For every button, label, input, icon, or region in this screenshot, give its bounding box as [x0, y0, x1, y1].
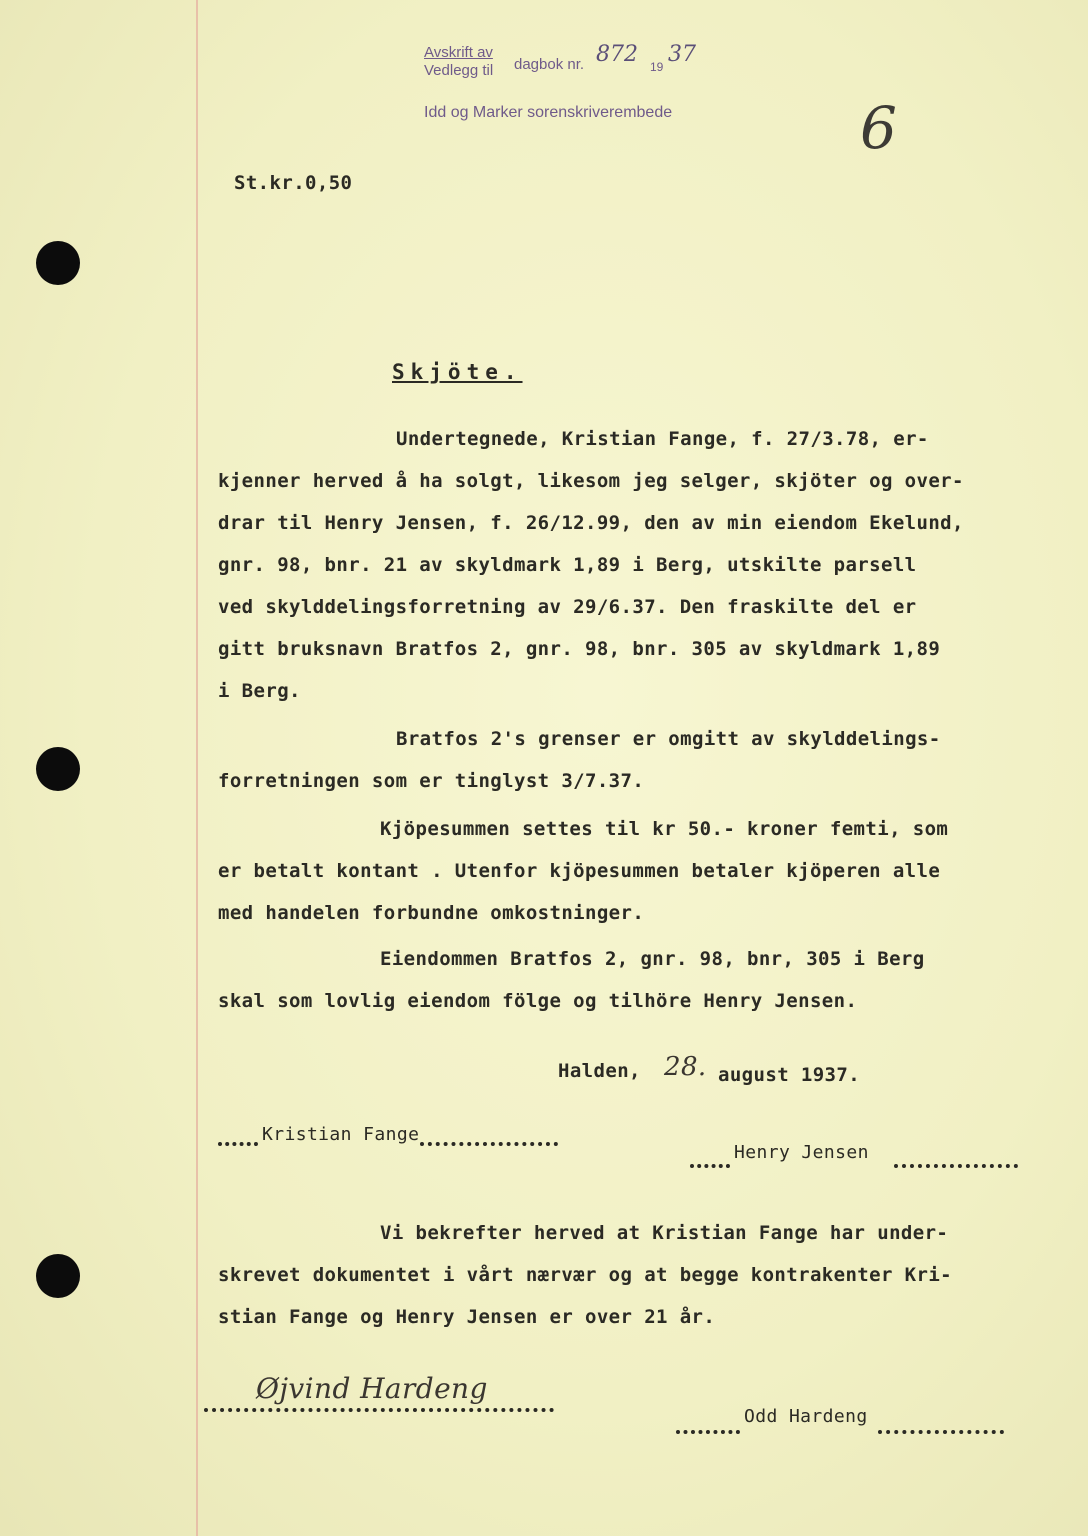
witness-line: Vi bekrefter herved at Kristian Fange har under-	[380, 1222, 949, 1244]
registry-stamp	[424, 44, 764, 124]
paragraph-line: er betalt kontant . Utenfor kjöpesummen betaler kjöperen alle	[218, 860, 941, 882]
margin-line	[196, 0, 198, 1536]
paragraph-line: Undertegnede, Kristian Fange, f. 27/3.78, er-	[396, 428, 929, 450]
stamp-line-vedlegg: Vedlegg til	[424, 62, 494, 79]
paragraph-line: gitt bruksnavn Bratfos 2, gnr. 98, bnr. 305 av skyldmark 1,89	[218, 638, 941, 660]
paragraph-line: Eiendommen Bratfos 2, gnr. 98, bnr, 305 i Berg	[380, 948, 925, 970]
punch-hole-bottom	[36, 1254, 80, 1298]
paragraph-line: i Berg.	[218, 680, 301, 702]
signature-line-buyer-tail	[894, 1164, 1018, 1168]
fee-stamp-text: St.kr.0,50	[234, 172, 353, 194]
stamp-office: Idd og Marker sorenskriverembede	[424, 104, 673, 121]
signature-line-buyer	[690, 1164, 730, 1168]
witness2-signature: Odd Hardeng	[744, 1406, 868, 1427]
witness1-signature: Øjvind Hardeng	[256, 1372, 488, 1405]
stamp-year-prefix: 19	[650, 60, 664, 74]
date-day: 28.	[664, 1052, 707, 1082]
paragraph-line: forretningen som er tinglyst 3/7.37.	[218, 770, 645, 792]
date-month-year: august 1937.	[718, 1064, 861, 1086]
paragraph-line: drar til Henry Jensen, f. 26/12.99, den av min eiendom Ekelund,	[218, 512, 964, 534]
paragraph-line: Kjöpesummen settes til kr 50.- kroner femti, som	[380, 818, 949, 840]
place: Halden,	[558, 1060, 641, 1082]
stamp-line-avskrift: Avskrift av	[424, 44, 493, 61]
signature-seller: Kristian Fange	[262, 1124, 420, 1145]
stamp-year: 37	[668, 42, 696, 67]
witness1-dotted-line	[204, 1408, 554, 1412]
witness2-dotted-line-tail	[878, 1430, 1004, 1434]
document-title: Skjöte.	[392, 360, 523, 384]
paragraph-line: ved skylddelingsforretning av 29/6.37. Den fraskilte del er	[218, 596, 917, 618]
paragraph-line: Bratfos 2's grenser er omgitt av skylddelings-	[396, 728, 941, 750]
signature-line-seller-tail	[420, 1142, 558, 1146]
witness-line: stian Fange og Henry Jensen er over 21 år.	[218, 1306, 716, 1328]
paragraph-line: gnr. 98, bnr. 21 av skyldmark 1,89 i Berg, utskilte parsell	[218, 554, 917, 576]
paragraph-line: skal som lovlig eiendom fölge og tilhöre Henry Jensen.	[218, 990, 858, 1012]
punch-hole-middle	[36, 747, 80, 791]
punch-hole-top	[36, 241, 80, 285]
stamp-dagbok-number: 872	[596, 42, 638, 67]
paragraph-line: kjenner herved å ha solgt, likesom jeg selger, skjöter og over-	[218, 470, 964, 492]
stamp-dagbok-label: dagbok nr.	[514, 56, 585, 73]
paragraph-line: med handelen forbundne omkostninger.	[218, 902, 645, 924]
signature-line-seller	[218, 1142, 258, 1146]
signature-buyer: Henry Jensen	[734, 1142, 869, 1163]
witness-line: skrevet dokumentet i vårt nærvær og at begge kontrakenter Kri-	[218, 1264, 953, 1286]
page-mark: 6	[860, 94, 897, 162]
witness2-dotted-line	[676, 1430, 740, 1434]
